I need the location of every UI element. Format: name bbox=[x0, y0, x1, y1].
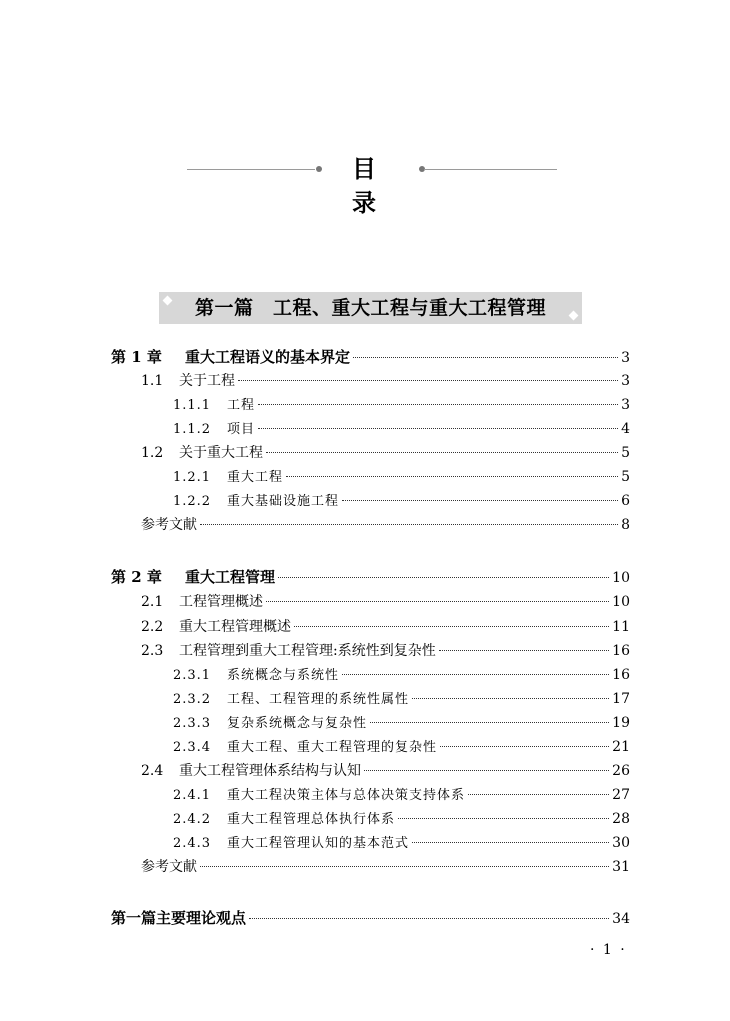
entry-number: 2.1 bbox=[141, 594, 164, 610]
entry-number: 2.3 bbox=[141, 643, 164, 659]
entry-title: 工程、工程管理的系统性属性 bbox=[227, 692, 410, 707]
entry-title: 工程 bbox=[227, 398, 256, 413]
toc-section-entry[interactable] bbox=[141, 592, 630, 612]
entry-number: 第 2 章 bbox=[111, 568, 162, 586]
entry-number: 2.3.4 bbox=[173, 740, 212, 755]
entry-title: 重大工程管理概述 bbox=[179, 619, 291, 635]
entry-page: 27 bbox=[612, 787, 630, 803]
toc-references-entry[interactable] bbox=[141, 515, 630, 535]
entry-title: 重大工程决策主体与总体决策支持体系 bbox=[227, 788, 466, 803]
page-number: · 1 · bbox=[590, 942, 627, 958]
entry-number: 1.1 bbox=[141, 373, 164, 389]
toc-subsection-entry[interactable] bbox=[173, 689, 630, 709]
toc-subsection-entry[interactable] bbox=[173, 737, 630, 757]
entry-page: 11 bbox=[612, 619, 630, 635]
entry-title: 重大工程 bbox=[227, 470, 284, 485]
entry-title: 工程管理概述 bbox=[179, 594, 263, 610]
entry-title: 参考文献 bbox=[141, 517, 197, 533]
entry-number: 2.4.2 bbox=[173, 812, 212, 827]
entry-number: 1.2.1 bbox=[173, 470, 212, 485]
entry-title: 第一篇主要理论观点 bbox=[111, 909, 247, 927]
entry-page: 30 bbox=[612, 835, 630, 851]
dot-leader bbox=[440, 746, 609, 747]
entry-page: 3 bbox=[621, 350, 630, 366]
dot-leader bbox=[342, 674, 609, 675]
entry-title: 重大工程、重大工程管理的复杂性 bbox=[227, 740, 438, 755]
entry-number: 1.1.2 bbox=[173, 422, 212, 437]
toc-subsection-entry[interactable] bbox=[173, 809, 630, 829]
entry-number: 2.4.3 bbox=[173, 836, 212, 851]
entry-page: 17 bbox=[612, 691, 630, 707]
toc-chapter-entry[interactable] bbox=[111, 347, 630, 367]
toc-section-entry[interactable] bbox=[141, 617, 630, 637]
entry-number: 2.3.3 bbox=[173, 716, 212, 731]
toc-chapter-entry[interactable] bbox=[111, 567, 630, 587]
entry-title: 重大基础设施工程 bbox=[227, 494, 340, 509]
toc-section-entry[interactable] bbox=[141, 641, 630, 661]
entry-number: 2.4 bbox=[141, 763, 164, 779]
entry-title: 复杂系统概念与复杂性 bbox=[227, 716, 368, 731]
dot-leader bbox=[439, 650, 609, 651]
entry-page: 26 bbox=[612, 763, 630, 779]
dot-leader bbox=[266, 601, 609, 602]
dot-leader bbox=[200, 866, 609, 867]
entry-page: 4 bbox=[621, 421, 630, 437]
entry-page: 28 bbox=[612, 811, 630, 827]
dot-leader bbox=[238, 380, 618, 381]
dot-leader bbox=[398, 818, 609, 819]
dot-leader bbox=[200, 524, 618, 525]
entry-title: 系统概念与系统性 bbox=[227, 668, 340, 683]
entry-number: 2.2 bbox=[141, 619, 164, 635]
entry-page: 3 bbox=[621, 397, 630, 413]
dot-leader bbox=[258, 428, 618, 429]
entry-number: 2.3.2 bbox=[173, 692, 212, 707]
toc-subsection-entry[interactable] bbox=[173, 713, 630, 733]
entry-page: 21 bbox=[612, 739, 630, 755]
dot-leader bbox=[286, 476, 618, 477]
entry-title: 重大工程管理体系结构与认知 bbox=[179, 763, 361, 779]
toc-subsection-entry[interactable] bbox=[173, 785, 630, 805]
entry-title: 重大工程管理认知的基本范式 bbox=[227, 836, 410, 851]
entry-page: 10 bbox=[612, 570, 630, 586]
entry-number: 2.3.1 bbox=[173, 668, 212, 683]
dot-leader bbox=[364, 770, 609, 771]
toc-subsection-entry[interactable] bbox=[173, 419, 630, 439]
toc-subsection-entry[interactable] bbox=[173, 665, 630, 685]
toc-summary-entry[interactable] bbox=[111, 908, 630, 928]
entry-number: 1.2 bbox=[141, 445, 164, 461]
toc-subsection-entry[interactable] bbox=[173, 395, 630, 415]
toc-section-entry[interactable] bbox=[141, 761, 630, 781]
entry-title: 重大工程语义的基本界定 bbox=[185, 348, 351, 366]
toc-subsection-entry[interactable] bbox=[173, 833, 630, 853]
dot-leader bbox=[412, 842, 609, 843]
dot-leader bbox=[266, 452, 618, 453]
dot-leader bbox=[353, 357, 618, 358]
page-title: 目 录 bbox=[352, 155, 398, 217]
entry-page: 16 bbox=[612, 643, 630, 659]
entry-number: 1.2.2 bbox=[173, 494, 212, 509]
entry-page: 31 bbox=[612, 859, 630, 875]
dot-leader bbox=[294, 626, 609, 627]
dot-leader bbox=[468, 794, 609, 795]
entry-page: 34 bbox=[612, 911, 630, 927]
toc-subsection-entry[interactable] bbox=[173, 491, 630, 511]
toc-section-entry[interactable] bbox=[141, 443, 630, 463]
entry-page: 10 bbox=[612, 594, 630, 610]
entry-title: 关于重大工程 bbox=[179, 445, 263, 461]
entry-page: 5 bbox=[621, 445, 630, 461]
dot-leader bbox=[249, 918, 609, 919]
dot-leader bbox=[258, 404, 618, 405]
entry-page: 19 bbox=[612, 715, 630, 731]
entry-number: 第 1 章 bbox=[111, 348, 162, 366]
entry-title: 工程管理到重大工程管理:系统性到复杂性 bbox=[179, 643, 436, 659]
dot-leader bbox=[412, 698, 609, 699]
dot-leader bbox=[370, 722, 609, 723]
entry-title: 重大工程管理 bbox=[185, 568, 276, 586]
part-title: 第一篇 工程、重大工程与重大工程管理 bbox=[194, 297, 546, 319]
entry-page: 6 bbox=[621, 493, 630, 509]
entry-page: 16 bbox=[612, 667, 630, 683]
entry-number: 1.1.1 bbox=[173, 398, 212, 413]
entry-page: 5 bbox=[621, 469, 630, 485]
toc-references-entry[interactable] bbox=[141, 857, 630, 877]
entry-title: 参考文献 bbox=[141, 859, 197, 875]
entry-number: 2.4.1 bbox=[173, 788, 212, 803]
entry-page: 3 bbox=[621, 373, 630, 389]
entry-title: 重大工程管理总体执行体系 bbox=[227, 812, 396, 827]
dot-leader bbox=[342, 500, 618, 501]
toc-section-entry[interactable] bbox=[141, 371, 630, 391]
entry-title: 关于工程 bbox=[179, 373, 235, 389]
toc-subsection-entry[interactable] bbox=[173, 467, 630, 487]
entry-page: 8 bbox=[621, 517, 630, 533]
dot-leader bbox=[278, 577, 609, 578]
entry-title: 项目 bbox=[227, 422, 256, 437]
